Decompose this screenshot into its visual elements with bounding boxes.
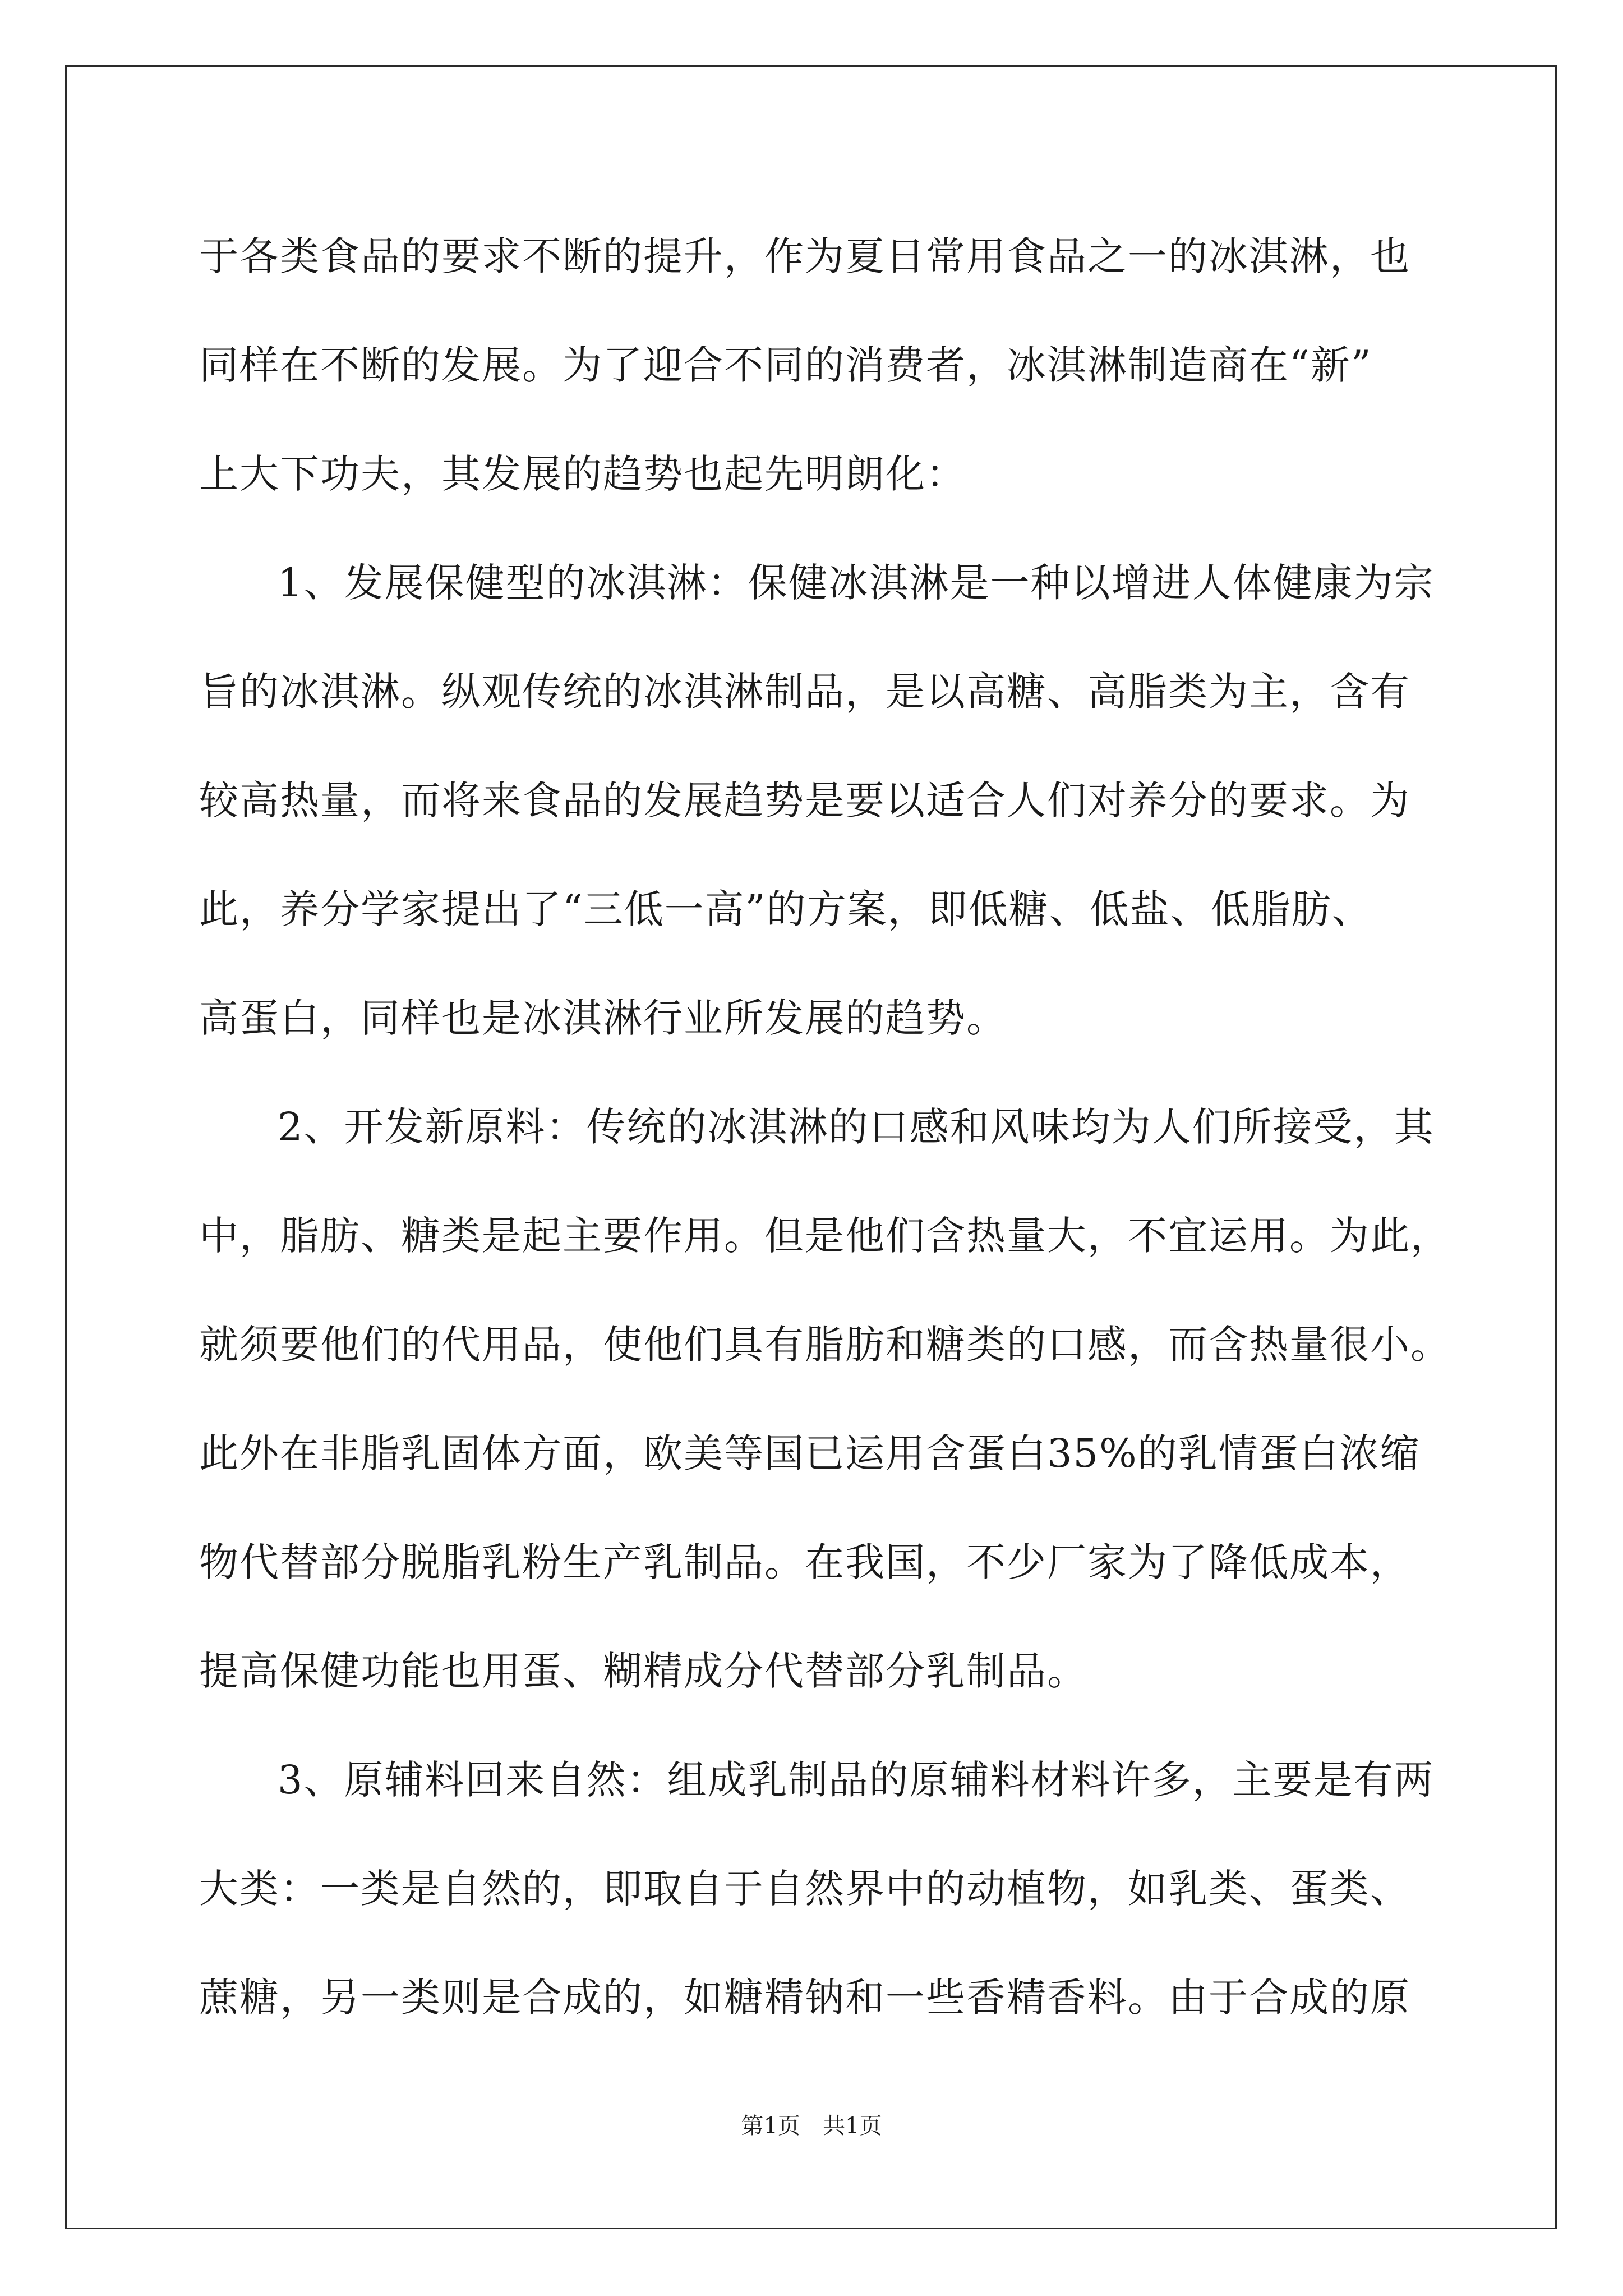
document-body [199, 202, 1451, 2052]
text-line: 就须要他们的代用品，使他们具有脂肪和糖类的口感，而含热量很小。 [199, 1322, 1451, 1368]
text-line: 提高保健功能也用蛋、糊精成分代替部分乳制品。 [199, 1648, 1087, 1694]
text-line: 蔗糖，另一类则是合成的，如糖精钠和一些香精香料。由于合成的原 [199, 1975, 1410, 2021]
text-line: 此，养分学家提出了“三低一高”的方案，即低糖、低盐、低脂肪、 [199, 886, 1372, 932]
text-line: 高蛋白，同样也是冰淇淋行业所发展的趋势。 [199, 995, 1007, 1041]
paragraph-2-start: 2、开发新原料：传统的冰淇淋的口感和风味均为人们所接受，其 [278, 1104, 1435, 1150]
text-line: 此外在非脂乳固体方面，欧美等国已运用含蛋白35%的乳情蛋白浓缩 [199, 1430, 1421, 1476]
text-line: 上大下功夫，其发展的趋势也起先明朗化： [199, 451, 966, 497]
paragraph-3-start: 3、原辅料回来自然：组成乳制品的原辅料材料许多，主要是有两 [278, 1757, 1435, 1803]
text-line: 物代替部分脱脂乳粉生产乳制品。在我国，不少厂家为了降低成本， [199, 1539, 1410, 1585]
text-line: 较高热量，而将来食品的发展趋势是要以适合人们对养分的要求。为 [199, 777, 1410, 823]
text-line: 于各类食品的要求不断的提升，作为夏日常用食品之一的冰淇淋，也 [199, 233, 1410, 279]
text-line: 大类：一类是自然的，即取自于自然界中的动植物，如乳类、蛋类、 [199, 1866, 1410, 1912]
text-line: 旨的冰淇淋。纵观传统的冰淇淋制品，是以高糖、高脂类为主，含有 [199, 669, 1410, 715]
page-number-footer: 第1页 共1页 [741, 2113, 882, 2139]
text-line: 同样在不断的发展。为了迎合不同的消费者，冰淇淋制造商在“新” [199, 342, 1372, 388]
text-line: 中，脂肪、糖类是起主要作用。但是他们含热量大，不宜运用。为此， [199, 1213, 1451, 1259]
paragraph-1-start: 1、发展保健型的冰淇淋：保健冰淇淋是一种以增进人体健康为宗 [278, 560, 1435, 606]
